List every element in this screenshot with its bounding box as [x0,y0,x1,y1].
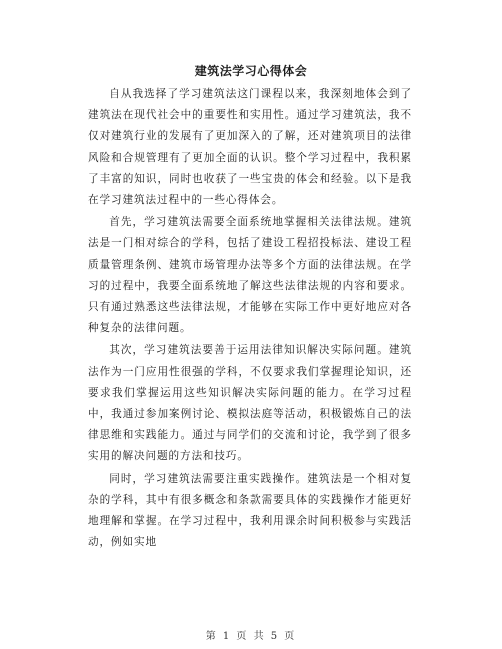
paragraph-second-point: 其次，学习建筑法要善于运用法律知识解决实际问题。建筑法作为一门应用性很强的学科，不仅要求我们掌握理论知识，还要求我们掌握运用这些知识解决实际问题的能力。在学习过程中，我通过参加案例讨论、模拟法庭等活动，积极锻炼自己的法律思维和实践能力。通过与同学们的交流和讨论，我学到了很多实用的解决问题的方法和技巧。 [88,344,412,463]
paragraph-first-point: 首先，学习建筑法需要全面系统地掌握相关法律法规。建筑法是一门相对综合的学科，包括了建设工程招投标法、建设工程质量管理条例、建筑市场管理办法等多个方面的法律法规。在学习的过程中，我要全面系统地了解这些法律法规的内容和要求。只有通过熟悉这些法律法规，才能够在实际工作中更好地应对各种复杂的法律问题。 [88,216,412,335]
document-title: 建筑法学习心得体会 [194,64,308,78]
paragraph-intro: 自从我选择了学习建筑法这门课程以来，我深刻地体会到了建筑法在现代社会中的重要性和实用性。通过学习建筑法，我不仅对建筑行业的发展有了更加深入的了解，还对建筑项目的法律风险和合规管理有了更加全面的认识。整个学习过程中，我积累了丰富的知识，同时也收获了一些宝贵的体会和经验。以下是我在学习建筑法过程中的一些心得体会。 [88,88,412,207]
page-number-footer: 第 1 页 共 5 页 [205,631,297,642]
paragraph-third-point: 同时，学习建筑法需要注重实践操作。建筑法是一个相对复杂的学科，其中有很多概念和条款需要具体的实践操作才能更好地理解和掌握。在学习过程中，我利用课余时间积极参与实践活动，例如实地 [88,472,412,549]
document-body [88,84,412,554]
